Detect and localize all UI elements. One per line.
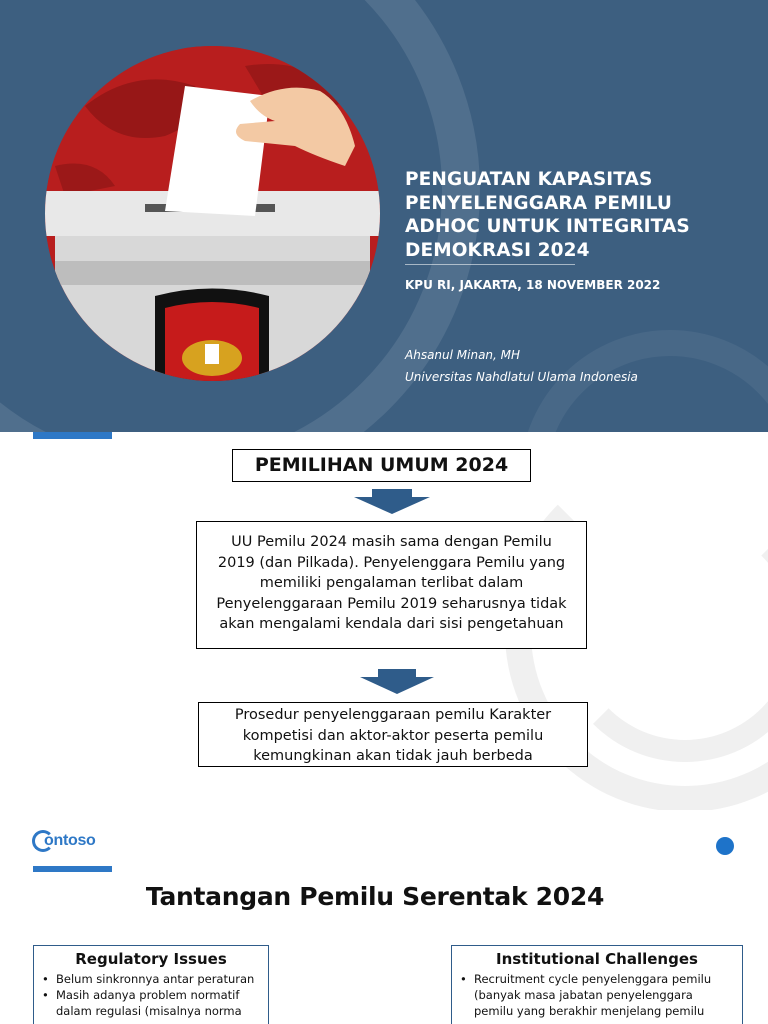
accent-bar — [33, 866, 112, 872]
panel-title: Institutional Challenges — [496, 950, 698, 968]
presentation-title — [405, 168, 745, 262]
flow-text-line: Penyelenggaraan Pemilu 2019 seharusnya tidak — [216, 595, 567, 612]
bullet-list — [34, 968, 268, 1019]
list-item: • Masih adanya problem normatif — [40, 987, 262, 1003]
challenges-slide — [0, 810, 768, 1024]
author-block — [405, 344, 638, 388]
slide-title: Tantangan Pemilu Serentak 2024 — [145, 882, 605, 911]
ballot-box-photo — [45, 46, 380, 381]
flow-text-line: UU Pemilu 2024 masih sama dengan Pemilu — [231, 534, 552, 550]
flow-box-procedure — [198, 702, 588, 767]
title-line: ADHOC UNTUK INTEGRITAS — [405, 216, 690, 237]
flow-text-line: memiliki pengalaman terlibat dalam — [259, 575, 524, 591]
contoso-logo — [32, 830, 96, 852]
decorative-dot — [716, 837, 734, 855]
regulatory-issues-panel — [33, 945, 269, 1024]
author-affiliation: Universitas Nahdlatul Ulama Indonesia — [405, 370, 638, 384]
flow-text-line: akan mengalami kendala dari sisi pengetahuan — [219, 616, 564, 632]
flow-text-line: 2019 (dan Pilkada). Penyelenggara Pemilu yang — [217, 554, 566, 571]
title-slide — [0, 0, 768, 432]
list-item-continuation: dalam regulasi (misalnya norma — [56, 1004, 242, 1018]
title-divider — [405, 264, 575, 265]
bullet-list — [452, 968, 742, 1019]
presentation-subtitle: KPU RI, JAKARTA, 18 NOVEMBER 2022 — [405, 278, 661, 292]
flow-text-line: kemungkinan akan tidak jauh berbeda — [253, 748, 533, 764]
logo-text: ontoso — [44, 832, 96, 849]
list-item-continuation: pemilu yang berakhir menjelang pemilu — [474, 1004, 705, 1018]
down-arrow-icon — [358, 669, 436, 695]
panel-title: Regulatory Issues — [75, 950, 227, 968]
flow-heading: PEMILIHAN UMUM 2024 — [232, 449, 531, 482]
list-item-continuation: (banyak masa jabatan penyelenggara — [474, 988, 693, 1002]
ballot-box-illustration — [45, 46, 380, 381]
title-line: PENGUATAN KAPASITAS — [405, 169, 653, 190]
institutional-challenges-panel — [451, 945, 743, 1024]
title-line: PENYELENGGARA PEMILU — [405, 192, 672, 214]
flow-slide — [0, 432, 768, 810]
list-item: • Belum sinkronnya antar peraturan — [40, 971, 262, 987]
title-block — [405, 168, 745, 292]
flow-text-line: kompetisi dan aktor-aktor peserta pemilu — [242, 727, 544, 744]
flow-text-line: Prosedur penyelenggaraan pemilu Karakter — [234, 707, 552, 723]
title-line: DEMOKRASI 2024 — [405, 239, 590, 261]
list-item: • Recruitment cycle penyelenggara pemilu — [458, 971, 736, 987]
author-name: Ahsanul Minan, MH — [405, 348, 521, 362]
down-arrow-icon — [352, 489, 432, 515]
accent-bar — [33, 432, 112, 439]
flow-box-knowledge — [196, 521, 587, 649]
